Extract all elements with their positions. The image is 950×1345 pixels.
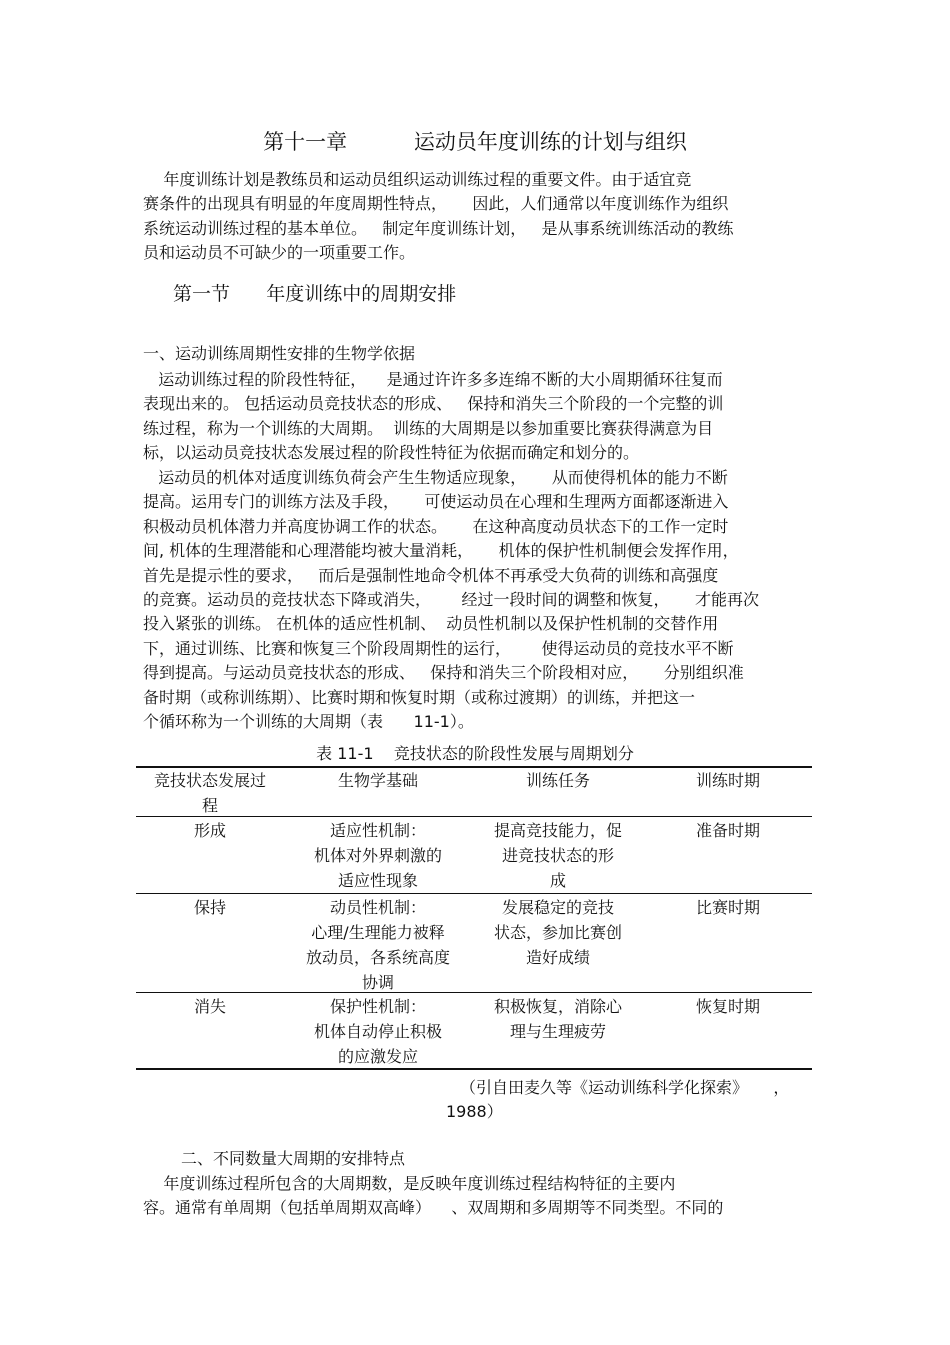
table-row-divider <box>136 992 812 993</box>
cell-line: 适应性现象 <box>337 871 418 890</box>
cell-line: 训练时期 <box>695 771 760 790</box>
cell-line: 比赛时期 <box>695 898 760 917</box>
table-cell <box>476 895 640 970</box>
table-cell <box>140 994 280 1019</box>
table-cell <box>658 994 798 1019</box>
paragraph-line: 提高。运用专门的训练方法及手段， 可使运动员在心理和生理两方面都逐渐进入 <box>143 492 729 512</box>
table-header-cell <box>140 768 280 818</box>
table-header-cell <box>476 768 640 793</box>
intro-line: 员和运动员不可缺少的一项重要工作。 <box>143 243 416 263</box>
table-cell <box>658 895 798 920</box>
paragraph-3 <box>143 1172 808 1221</box>
cell-line: 动员性机制： <box>329 898 426 917</box>
paragraph-line: 练过程，称为一个训练的大周期。 训练的大周期是以参加重要比赛获得满意为目 <box>143 418 714 438</box>
cell-line: 生物学基础 <box>337 771 418 790</box>
paragraph-line: 标，以运动员竞技状态发展过程的阶段性特征为依据而确定和划分的。 <box>143 443 640 463</box>
paragraph-line: 间, 机体的生理潜能和心理潜能均被大量消耗， 机体的保护性机制便会发挥作用， <box>143 541 739 561</box>
cell-line: 发展稳定的竞技 <box>501 898 614 917</box>
paragraph-1 <box>143 368 808 466</box>
cell-line: 状态，参加比赛创 <box>493 923 622 942</box>
table-cell <box>476 994 640 1044</box>
subsection-heading-1: 一、运动训练周期性安排的生物学依据 <box>143 344 416 363</box>
cell-line: 竞技状态发展过 <box>153 771 266 790</box>
cell-line: 心理/生理能力被释 <box>311 923 445 942</box>
paragraph-line: 个循环称为一个训练的大周期（表 11-1）。 <box>143 711 474 731</box>
table-caption: 表 11-1 竞技状态的阶段性发展与周期划分 <box>316 744 634 763</box>
source-note-line-1: （引自田麦久等《运动训练科学化探索》 ， <box>460 1078 790 1097</box>
paragraph-line: 积极动员机体潜力并高度协调工作的状态。 在这种高度动员状态下的工作一定时 <box>143 516 729 536</box>
cell-line: 放动员，各系统高度 <box>305 948 450 967</box>
cell-line: 形成 <box>193 821 226 840</box>
paragraph-line: 表现出来的。 包括运动员竞技状态的形成、 保持和消失三个阶段的一个完整的训 <box>143 394 724 414</box>
section-title: 第一节 年度训练中的周期安排 <box>173 283 457 305</box>
cell-line: 机体自动停止积极 <box>313 1022 442 1041</box>
intro-paragraph <box>143 168 808 266</box>
table-row-divider <box>136 893 812 894</box>
cell-line: 造好成绩 <box>525 948 590 967</box>
cell-line: 适应性机制： <box>329 821 426 840</box>
cell-line: 保护性机制： <box>329 997 426 1016</box>
paragraph-line: 的竞赛。运动员的竞技状态下降或消失， 经过一段时间的调整和恢复， 才能再次 <box>143 589 759 609</box>
cell-line: 积极恢复，消除心 <box>493 997 622 1016</box>
paragraph-line: 容。通常有单周期（包括单周期双高峰） 、双周期和多周期等不同类型。不同的 <box>143 1198 724 1218</box>
intro-line: 赛条件的出现具有明显的年度周期性特点， 因此，人们通常以年度训练作为组织 <box>143 194 729 214</box>
cell-line: 机体对外界刺激的 <box>313 846 442 865</box>
table-bottom-rule <box>136 1068 812 1070</box>
table-cell <box>296 895 460 995</box>
table-cell <box>140 818 280 843</box>
paragraph-line: 投入紧张的训练。 在机体的适应性机制、 动员性机制以及保护性机制的交替作用 <box>143 614 719 634</box>
table-cell <box>140 895 280 920</box>
paragraph-line: 备时期（或称训练期）、比赛时期和恢复时期（或称过渡期）的训练，并把这一 <box>143 687 696 707</box>
paragraph-line: 得到提高。与运动员竞技状态的形成、 保持和消失三个阶段相对应， 分别组织准 <box>143 663 744 683</box>
table-cell <box>476 818 640 893</box>
intro-line: 年度训练计划是教练员和运动员组织运动训练过程的重要文件。由于适宜竞 <box>143 170 692 189</box>
cell-line: 程 <box>201 796 218 815</box>
paragraph-line: 首先是提示性的要求， 而后是强制性地命令机体不再承受大负荷的训练和高强度 <box>143 565 719 585</box>
paragraph-line: 运动员的机体对适度训练负荷会产生生物适应现象， 从而使得机体的能力不断 <box>143 468 728 487</box>
table-cell <box>296 994 460 1069</box>
cell-line: 准备时期 <box>695 821 760 840</box>
cell-line: 进竞技状态的形 <box>501 846 614 865</box>
table-cell <box>296 818 460 893</box>
cell-line: 协调 <box>361 973 394 992</box>
table-header-cell <box>658 768 798 793</box>
paragraph-2 <box>143 466 808 734</box>
cell-line: 消失 <box>193 997 226 1016</box>
cell-line: 的应激发应 <box>337 1047 418 1066</box>
cell-line: 恢复时期 <box>695 997 760 1016</box>
cell-line: 提高竞技能力，促 <box>493 821 622 840</box>
paragraph-line: 年度训练过程所包含的大周期数，是反映年度训练过程结构特征的主要内 <box>143 1174 676 1193</box>
cell-line: 保持 <box>193 898 226 917</box>
chapter-title: 第十一章 运动员年度训练的计划与组织 <box>263 130 687 154</box>
subsection-heading-2: 二、不同数量大周期的安排特点 <box>181 1149 406 1168</box>
source-note-line-2: 1988） <box>446 1102 503 1121</box>
cell-line: 成 <box>549 871 566 890</box>
table-cell <box>658 818 798 843</box>
paragraph-line: 下，通过训练、比赛和恢复三个阶段周期性的运行， 使得运动员的竞技水平不断 <box>143 638 734 658</box>
table-header-cell <box>296 768 460 793</box>
cell-line: 训练任务 <box>525 771 590 790</box>
paragraph-line: 运动训练过程的阶段性特征， 是通过许许多多连绵不断的大小周期循环往复而 <box>143 370 723 389</box>
intro-line: 系统运动训练过程的基本单位。 制定年度训练计划， 是从事系统训练活动的教练 <box>143 218 734 238</box>
cell-line: 理与生理疲劳 <box>509 1022 606 1041</box>
